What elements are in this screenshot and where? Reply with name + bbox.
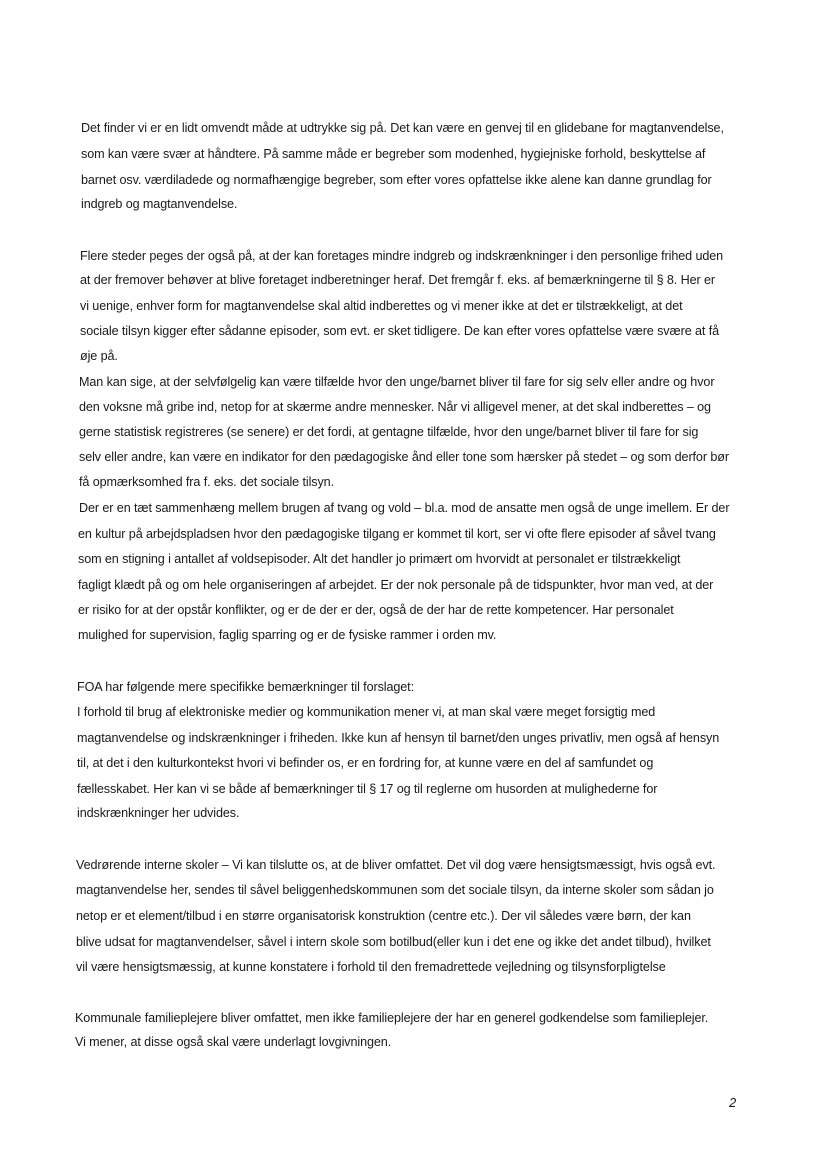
text-line: Vedrørende interne skoler – Vi kan tilslutte os, at de bliver omfattet. Det vil dog være hensigtsmæssigt, hvis også evt.: [76, 858, 716, 872]
text-line: barnet osv. værdiladede og normafhængige begreber, som efter vores opfattelse ikke alene kan danne grundlag for: [81, 173, 712, 187]
text-line: magtanvendelse og indskrænkninger i friheden. Ikke kun af hensyn til barnet/den unges privatliv, men også af hensyn: [77, 731, 720, 745]
text-line: indgreb og magtanvendelse.: [81, 197, 238, 211]
text-line: Kommunale familieplejere bliver omfattet, men ikke familieplejere der har en generel godkendelse som familieplejer.: [75, 1011, 709, 1025]
text-line: netop er et element/tilbud i en større organisatorisk konstruktion (centre etc.). Der vil således være børn, der kan: [76, 909, 691, 923]
text-line: som en stigning i antallet af voldsepisoder. Alt det handler jo primært om hvorvidt at personalet er tilstrækkeligt: [78, 552, 681, 566]
text-line: til, at det i den kulturkontekst hvori vi befinder os, er en fordring for, at kunne være en del af samfundet og: [77, 756, 654, 770]
text-line: mulighed for supervision, faglig sparring og er de fysiske rammer i orden mv.: [78, 628, 497, 642]
text-line: gerne statistisk registreres (se senere) er det fordi, at gentagne tilfælde, hvor den unge/barnet bliver til fare for sig: [79, 425, 699, 439]
text-line: Det finder vi er en lidt omvendt måde at udtrykke sig på. Det kan være en genvej til en glidebane for magtanvendelse,: [81, 121, 724, 135]
text-line: er risiko for at der opstår konflikter, og er de der er der, også de der har de rette kompetencer. Har personalet: [78, 603, 674, 617]
text-line: vil være hensigtsmæssig, at kunne konstatere i forhold til den fremadrettede vejledning og tilsynsforpligtelse: [76, 960, 666, 974]
text-line: sociale tilsyn kigger efter sådanne episoder, som evt. er sket tidligere. De kan efter vores opfattelse være svære at få: [80, 324, 719, 338]
text-line: I forhold til brug af elektroniske medier og kommunikation mener vi, at man skal være meget forsigtig med: [77, 705, 656, 719]
text-line: fagligt klædt på og om hele organiseringen af arbejdet. Er der nok personale på de tidspunkter, hvor man ved, at der: [78, 578, 714, 592]
text-line: den voksne må gribe ind, netop for at skærme andre mennesker. Når vi alligevel mener, at det skal indberettes – og: [79, 400, 711, 414]
text-line: Vi mener, at disse også skal være underlagt lovgivningen.: [75, 1035, 392, 1049]
text-line: øje på.: [80, 349, 118, 363]
text-line: Man kan sige, at der selvfølgelig kan være tilfælde hvor den unge/barnet bliver til fare for sig selv eller andre og hvor: [79, 375, 715, 389]
text-line: selv eller andre, kan være en indikator for den pædagogiske ånd eller tone som hærsker på stedet – og som derfor bør: [79, 450, 729, 464]
text-line: vi uenige, enhver form for magtanvendelse skal altid indberettes og vi mener ikke at det er tilstrækkeligt, at det: [80, 299, 683, 313]
text-line: en kultur på arbejdspladsen hvor den pædagogiske tilgang er kommet til kort, ser vi ofte flere episoder af såvel tvang: [78, 527, 716, 541]
text-line: Der er en tæt sammenhæng mellem brugen af tvang og vold – bl.a. mod de ansatte men også de unge imellem. Er der: [79, 501, 730, 515]
text-line: FOA har følgende mere specifikke bemærkninger til forslaget:: [77, 680, 414, 694]
text-line: som kan være svær at håndtere. På samme måde er begreber som modenhed, hygiejniske forhold, beskyttelse af: [81, 147, 706, 161]
text-line: få opmærksomhed fra f. eks. det sociale tilsyn.: [79, 475, 334, 489]
text-line: blive udsat for magtanvendelser, såvel i intern skole som botilbud(eller kun i det ene og ikke det andet tilbud), hvilket: [76, 935, 711, 949]
page-number: 2: [729, 1095, 737, 1110]
text-line: magtanvendelse her, sendes til såvel beliggenhedskommunen som det sociale tilsyn, da interne skoler som sådan jo: [76, 883, 714, 897]
text-line: at der fremover behøver at blive foretaget indberetninger heraf. Det fremgår f. eks. af bemærkningerne til § 8. Her er: [80, 273, 715, 287]
text-line: fællesskabet. Her kan vi se både af bemærkninger til § 17 og til reglerne om husorden at mulighederne for: [77, 782, 658, 796]
text-line: indskrænkninger her udvides.: [77, 806, 240, 820]
text-line: Flere steder peges der også på, at der kan foretages mindre indgreb og indskrænkninger i den personlige frihed uden: [80, 249, 724, 263]
